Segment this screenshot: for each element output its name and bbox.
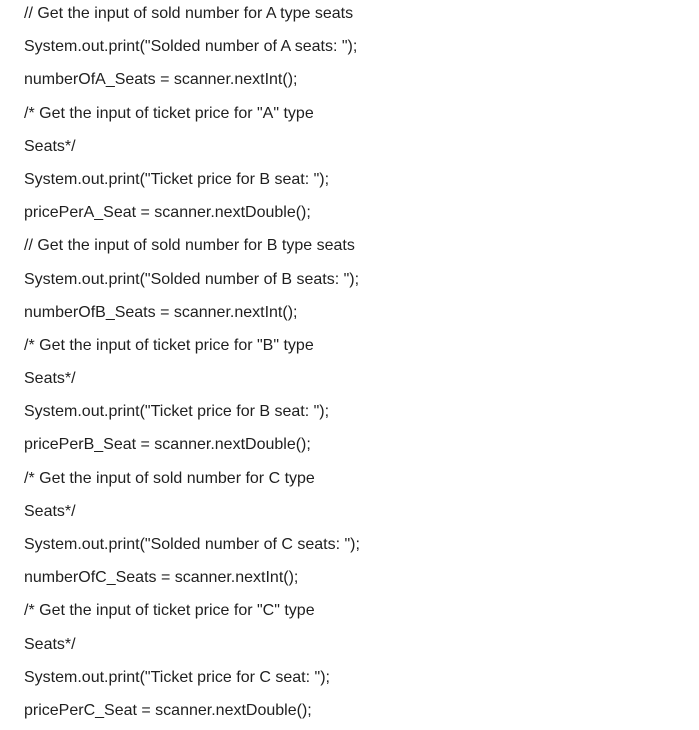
code-line: pricePerA_Seat = scanner.nextDouble(); [24, 204, 311, 222]
code-line: /* Get the input of ticket price for "C" type [24, 602, 315, 620]
code-line: /* Get the input of ticket price for "A" type [24, 104, 314, 122]
code-line: Seats*/ [24, 502, 76, 520]
code-line: pricePerC_Seat = scanner.nextDouble(); [24, 701, 312, 719]
code-line: System.out.print("Solded number of B seats: "); [24, 270, 360, 288]
code-line: System.out.print("Solded number of C seats: "); [24, 536, 360, 553]
code-line: Seats*/ [24, 635, 76, 653]
code-line: System.out.print("Ticket price for B seat: "); [24, 170, 330, 188]
code-line: System.out.print("Solded number of A seats: "); [24, 38, 358, 56]
code-line: /* Get the input of ticket price for "B" type [24, 336, 314, 354]
code-document [24, 0, 684, 730]
code-line: // Get the input of sold number for B type seats [24, 237, 355, 255]
code-line: numberOfA_Seats = scanner.nextInt(); [24, 71, 298, 89]
code-line: Seats*/ [24, 370, 76, 388]
code-line: pricePerB_Seat = scanner.nextDouble(); [24, 436, 311, 454]
code-line: Seats*/ [24, 137, 76, 155]
code-line: numberOfC_Seats = scanner.nextInt(); [24, 569, 299, 587]
code-line: // Get the input of sold number for A type seats [24, 5, 354, 22]
code-line: System.out.print("Ticket price for C seat: "); [24, 668, 330, 686]
code-line: numberOfB_Seats = scanner.nextInt(); [24, 303, 298, 321]
code-line: /* Get the input of sold number for C type [24, 469, 315, 487]
code-line: System.out.print("Ticket price for B seat: "); [24, 403, 330, 421]
